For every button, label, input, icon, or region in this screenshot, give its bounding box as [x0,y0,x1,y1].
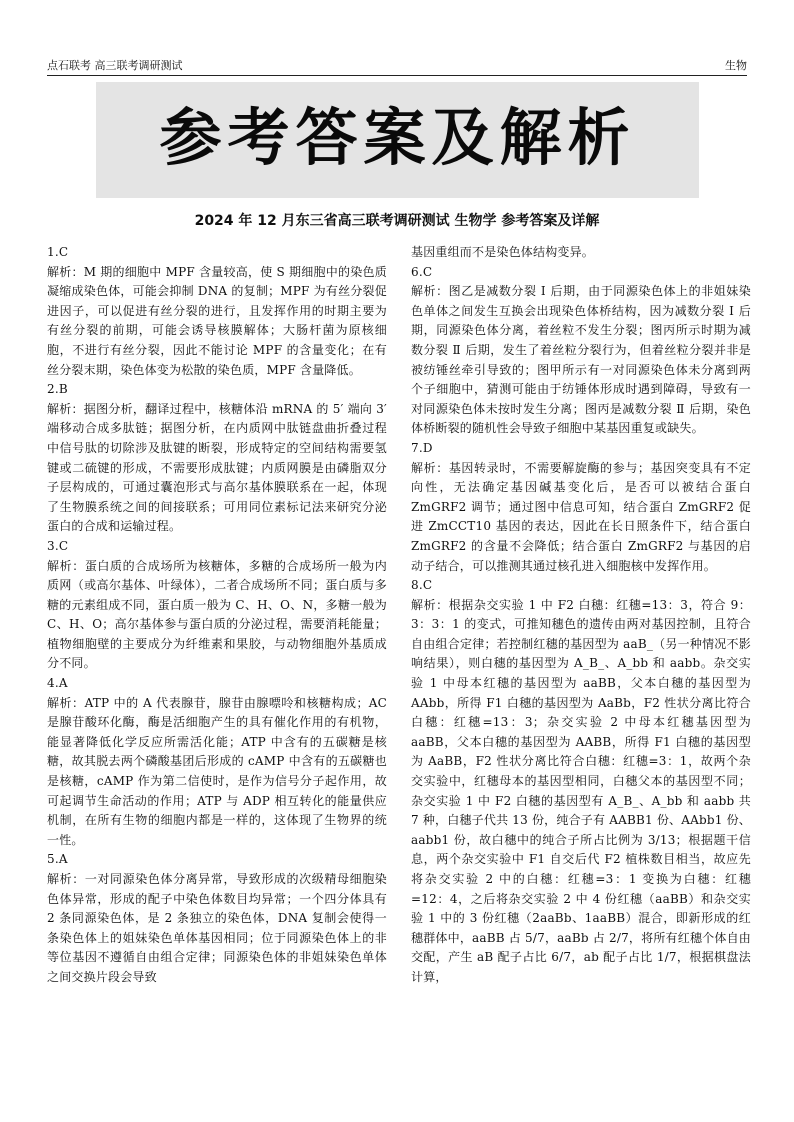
q2-answer: 2.B [47,382,68,397]
q1-answer: 1.C [47,245,69,259]
q3-answer: 3.C [47,538,69,553]
q2-explanation: 解析：据图分析，翻译过程中，核糖体沿 mRNA 的 5′ 端向 3′ 端移动合成多肽链；据图分析，在内质网中肽链盘曲折叠过程中信号肽的切除涉及肽键的断裂，形成特定的空间结构需要氢键或二硫键的形成，不需要形成肽键；内质网膜是由磷脂双分子层构成的，可通过囊泡形式与高尔基体膜联系在一起，体现了生物膜系统之间的间接联系；可用同位素标记法来研究分泌蛋白的合成和运输过程。 [47,401,387,534]
title-banner [96,82,699,198]
q4-answer: 4.A [47,676,68,691]
q6-answer: 6.C [411,264,433,279]
document-subtitle: 2024 年 12 月东三省高三联考调研测试 生物学 参考答案及详解 [194,213,600,229]
banner-title: 参考答案及解析 [159,101,636,174]
q5-explanation: 解析：一对同源染色体分离异常，导致形成的次级精母细胞染色体异常，形成的配子中染色体数目均异常；一个四分体具有 2 条同源染色体，是 2 条独立的染色体，DNA 复制会使得一条染色体上的姐妹染色单体基因相同；位于同源染色体上的非等位基因不遵循自由组合定律；同源染色体的非姐妹染色单体之间交换片段会导致 [47,872,387,984]
q8-explanation: 解析：根据杂交实验 1 中 F2 白穗：红穗=13：3，符合 9：3：3：1 的变式，可推知穗色的遗传由两对基因控制，且符合自由组合定律；若控制红穗的基因型为 aaB_（另一种情况不影响结果），则白穗的基因型为 A_B_、A_bb 和 aabb。杂交实验 1 中母本红穗的基因型为 aaBB，父本白穗的基因型为 AAbb，所得 F1 白穗的基因型为 AaBb，F2 性状分离比符合白穗：红穗=13：3；杂交实验 2 中母本红穗基因型为 aaBB，父本白穗的基因型为 AABB，所得 F1 白穗的基因型为 AaBB，F2 性状分离比符合白穗：红穗=3：1，故两个杂交实验中，红穗母本的基因型相同，白穗父本的基因型不同；杂交实验 1 中 F2 白穗的基因型有 A_B_、A_bb 和 aabb 共 7 种，白穗子代共 13 份，纯合子有 AABB1 份、AAbb1 份、aabb1 份，故白穗中的纯合子所占比例为 3/13；根据题干信息，两个杂交实验中 F1 自交后代 F2 植株数目相当，故应先将杂交实验 2 中的白穗：红穗=3：1 变换为白穗：红穗=12：4，之后将杂交实验 2 中 4 份红穗（aaBB）和杂交实验 1 中的 3 份红穗（2aaBb、1aaBB）混合，即新形成的红穗群体中，aaBB 占 5/7，aaBb 占 2/7，将所有红穗个体自由交配，产生 aB 配子占比 6/7，ab 配子占比 1/7，根据棋盘法计算， [411,597,751,984]
q1-explanation: 解析：M 期的细胞中 MPF 含量较高，使 S 期细胞中的染色质凝缩成染色体，可能会抑制 DNA 的复制；MPF 为有丝分裂促进因子，可以促进有丝分裂的进行，且发挥作用的时期主要为有丝分裂的前期，可能会诱导核膜解体；大肠杆菌为原核细胞，不进行有丝分裂，因此不能讨论 MPF 的含量变化；在有丝分裂末期，染色体变为松散的染色质，MPF 含量降低。 [47,264,387,377]
q7-explanation: 解析：基因转录时，不需要解旋酶的参与；基因突变具有不定向性，无法确定基因碱基变化后，是否可以被结合蛋白 ZmGRF2 调节；通过图中信息可知，结合蛋白 ZmGRF2 促进 ZmCCT10 基因的表达，因此在长日照条件下，结合蛋白 ZmGRF2 的含量不会降低；结合蛋白 ZmGRF2 与基因的启动子结合，可以推测其通过核孔进入细胞核中发挥作用。 [411,460,751,573]
q7-answer: 7.D [411,440,433,455]
q4-explanation: 解析：ATP 中的 A 代表腺苷，腺苷由腺嘌呤和核糖构成；AC 是腺苷酸环化酶，酶是活细胞产生的具有催化作用的有机物，能显著降低化学反应所需活化能；ATP 中含有的五碳糖是核糖，故其脱去两个磷酸基团后形成的 cAMP 中含有的五碳糖也是核糖，cAMP 作为第二信使时，是作为信号分子起作用，故可起调节生命活动的作用；ATP 与 ADP 相互转化的能量供应机制，在所有生物的细胞内都是一样的，这体现了生物界的统一性。 [47,695,387,847]
q8-answer: 8.C [411,578,433,593]
header-left-text: 点石联考 高三联考调研测试 [47,59,183,72]
q5-explanation-continued: 基因重组而不是染色体结构变异。 [411,245,595,259]
running-header [47,58,747,76]
right-column [411,243,751,988]
q5-answer: 5.A [47,852,68,867]
q6-explanation: 解析：图乙是减数分裂 Ⅰ 后期，由于同源染色体上的非姐妹染色单体之间发生互换会出现染色体桥结构，因为减数分裂 Ⅰ 后期，同源染色体分离，着丝粒不发生分裂；图丙所示时期为减数分裂 Ⅱ 后期，发生了着丝粒分裂行为，但着丝粒分裂并非是被纺锤丝牵引导致的；图甲所示有一对同源染色体未分离到两个子细胞中，猜测可能由于纺锤体形成时遇到障碍，导致有一对同源染色体未按时发生分离；图丙是减数分裂 Ⅱ 后期，染色体桥断裂的随机性会导致子细胞中某基因重复或缺失。 [411,284,751,436]
header-subject-text: 生物 [725,59,747,72]
left-column [47,243,387,988]
q3-explanation: 解析：蛋白质的合成场所为核糖体，多糖的合成场所一般为内质网（或高尔基体、叶绿体），二者合成场所不同；蛋白质与多糖的元素组成不同，蛋白质一般为 C、H、O、N，多糖一般为 C、H、O；高尔基体参与蛋白质的分泌过程，需要消耗能量；植物细胞壁的主要成分为纤维素和果胶，与动物细胞外基质成分不同。 [47,558,387,671]
